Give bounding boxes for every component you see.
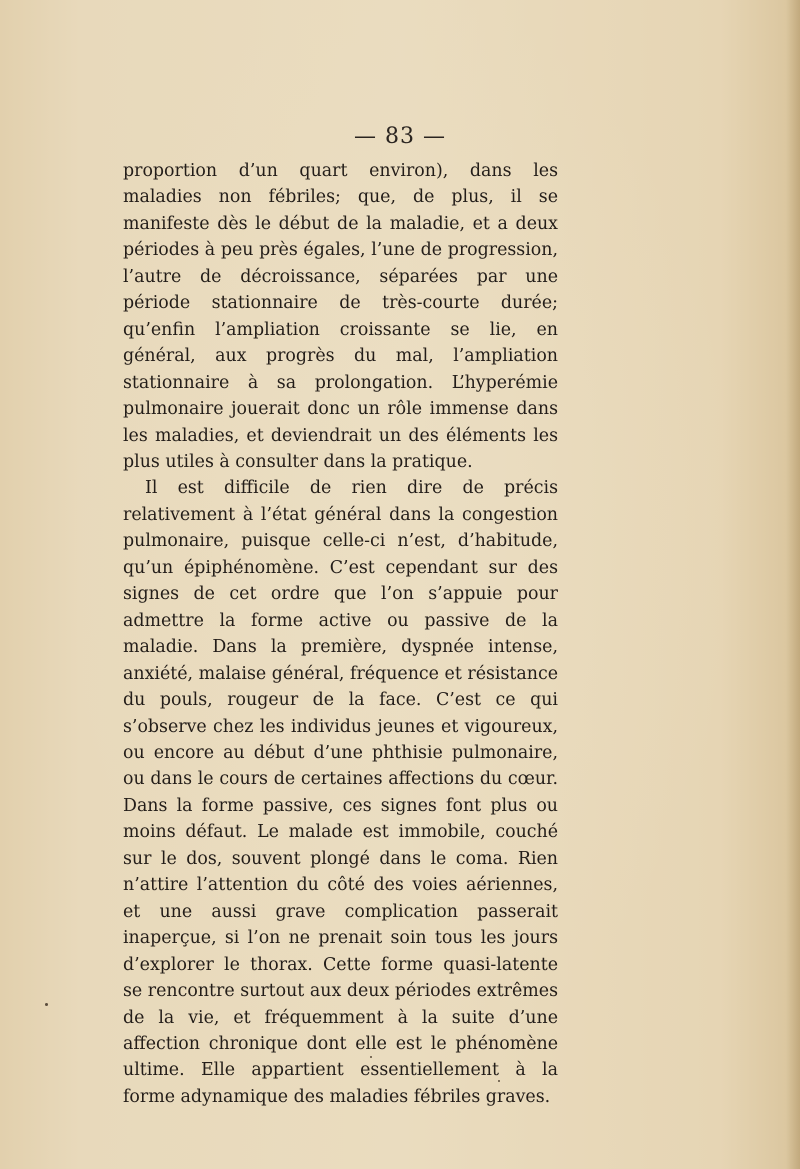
- paragraph-general-state: Il est difficile de rien dire de précis relativement à l’état général dans la congestion pulmonaire, puisque celle-ci n’est, d’habitude, qu’un épiphénomène. C’est cependant sur des signes de cet ordre que l’on s’appuie pour admettre la forme active ou passive de la maladie. Dans la première, dyspnée intense, anxiété, malaise général, fréquence et résistance du pouls, rougeur de la face. C’est ce qui s’observe chez les individus jeunes et vigoureux, ou encore au début d’une phthisie pulmonaire, ou dans le cours de certaines affections du cœur. Dans la forme passive, ces signes font plus ou moins défaut. Le malade est immobile, couché sur le dos, souvent plongé dans le coma. Rien n’attire l’attention du côté des voies aériennes, et une aussi grave complication passerait inaperçue, si l’on ne prenait soin tous les jours d’explorer le thorax. Cette forme quasi-latente se rencontre surtout aux deux périodes extrêmes de la vie, et fréquemment à la suite d’une affection chronique dont elle est le phénomène ultime. Elle appartient essentiellement à la forme adynamique des maladies fébriles graves.: [123, 478, 558, 1107]
- paper-speck: [45, 1003, 48, 1006]
- paragraph-continuation: proportion d’un quart environ), dans les maladies non fébriles; que, de plus, il se manifeste dès le début de la maladie, et a deux périodes à peu près égales, l’une de progression, l’autre de décroissance, séparées par une période stationnaire de très-courte durée; qu’enfin l’ampliation croissante se lie, en général, aux progrès du mal, l’ampliation stationnaire à sa prolongation. L’hyperémie pulmonaire jouerait donc un rôle immense dans les maladies, et deviendrait un des éléments les plus utiles à consulter dans la pratique.: [123, 161, 558, 472]
- body-text: [123, 158, 558, 1110]
- page-edge-shadow: [786, 0, 800, 1169]
- paper-speck: [498, 1080, 500, 1082]
- page-number: — 83 —: [354, 124, 446, 149]
- paper-speck: [370, 1056, 372, 1058]
